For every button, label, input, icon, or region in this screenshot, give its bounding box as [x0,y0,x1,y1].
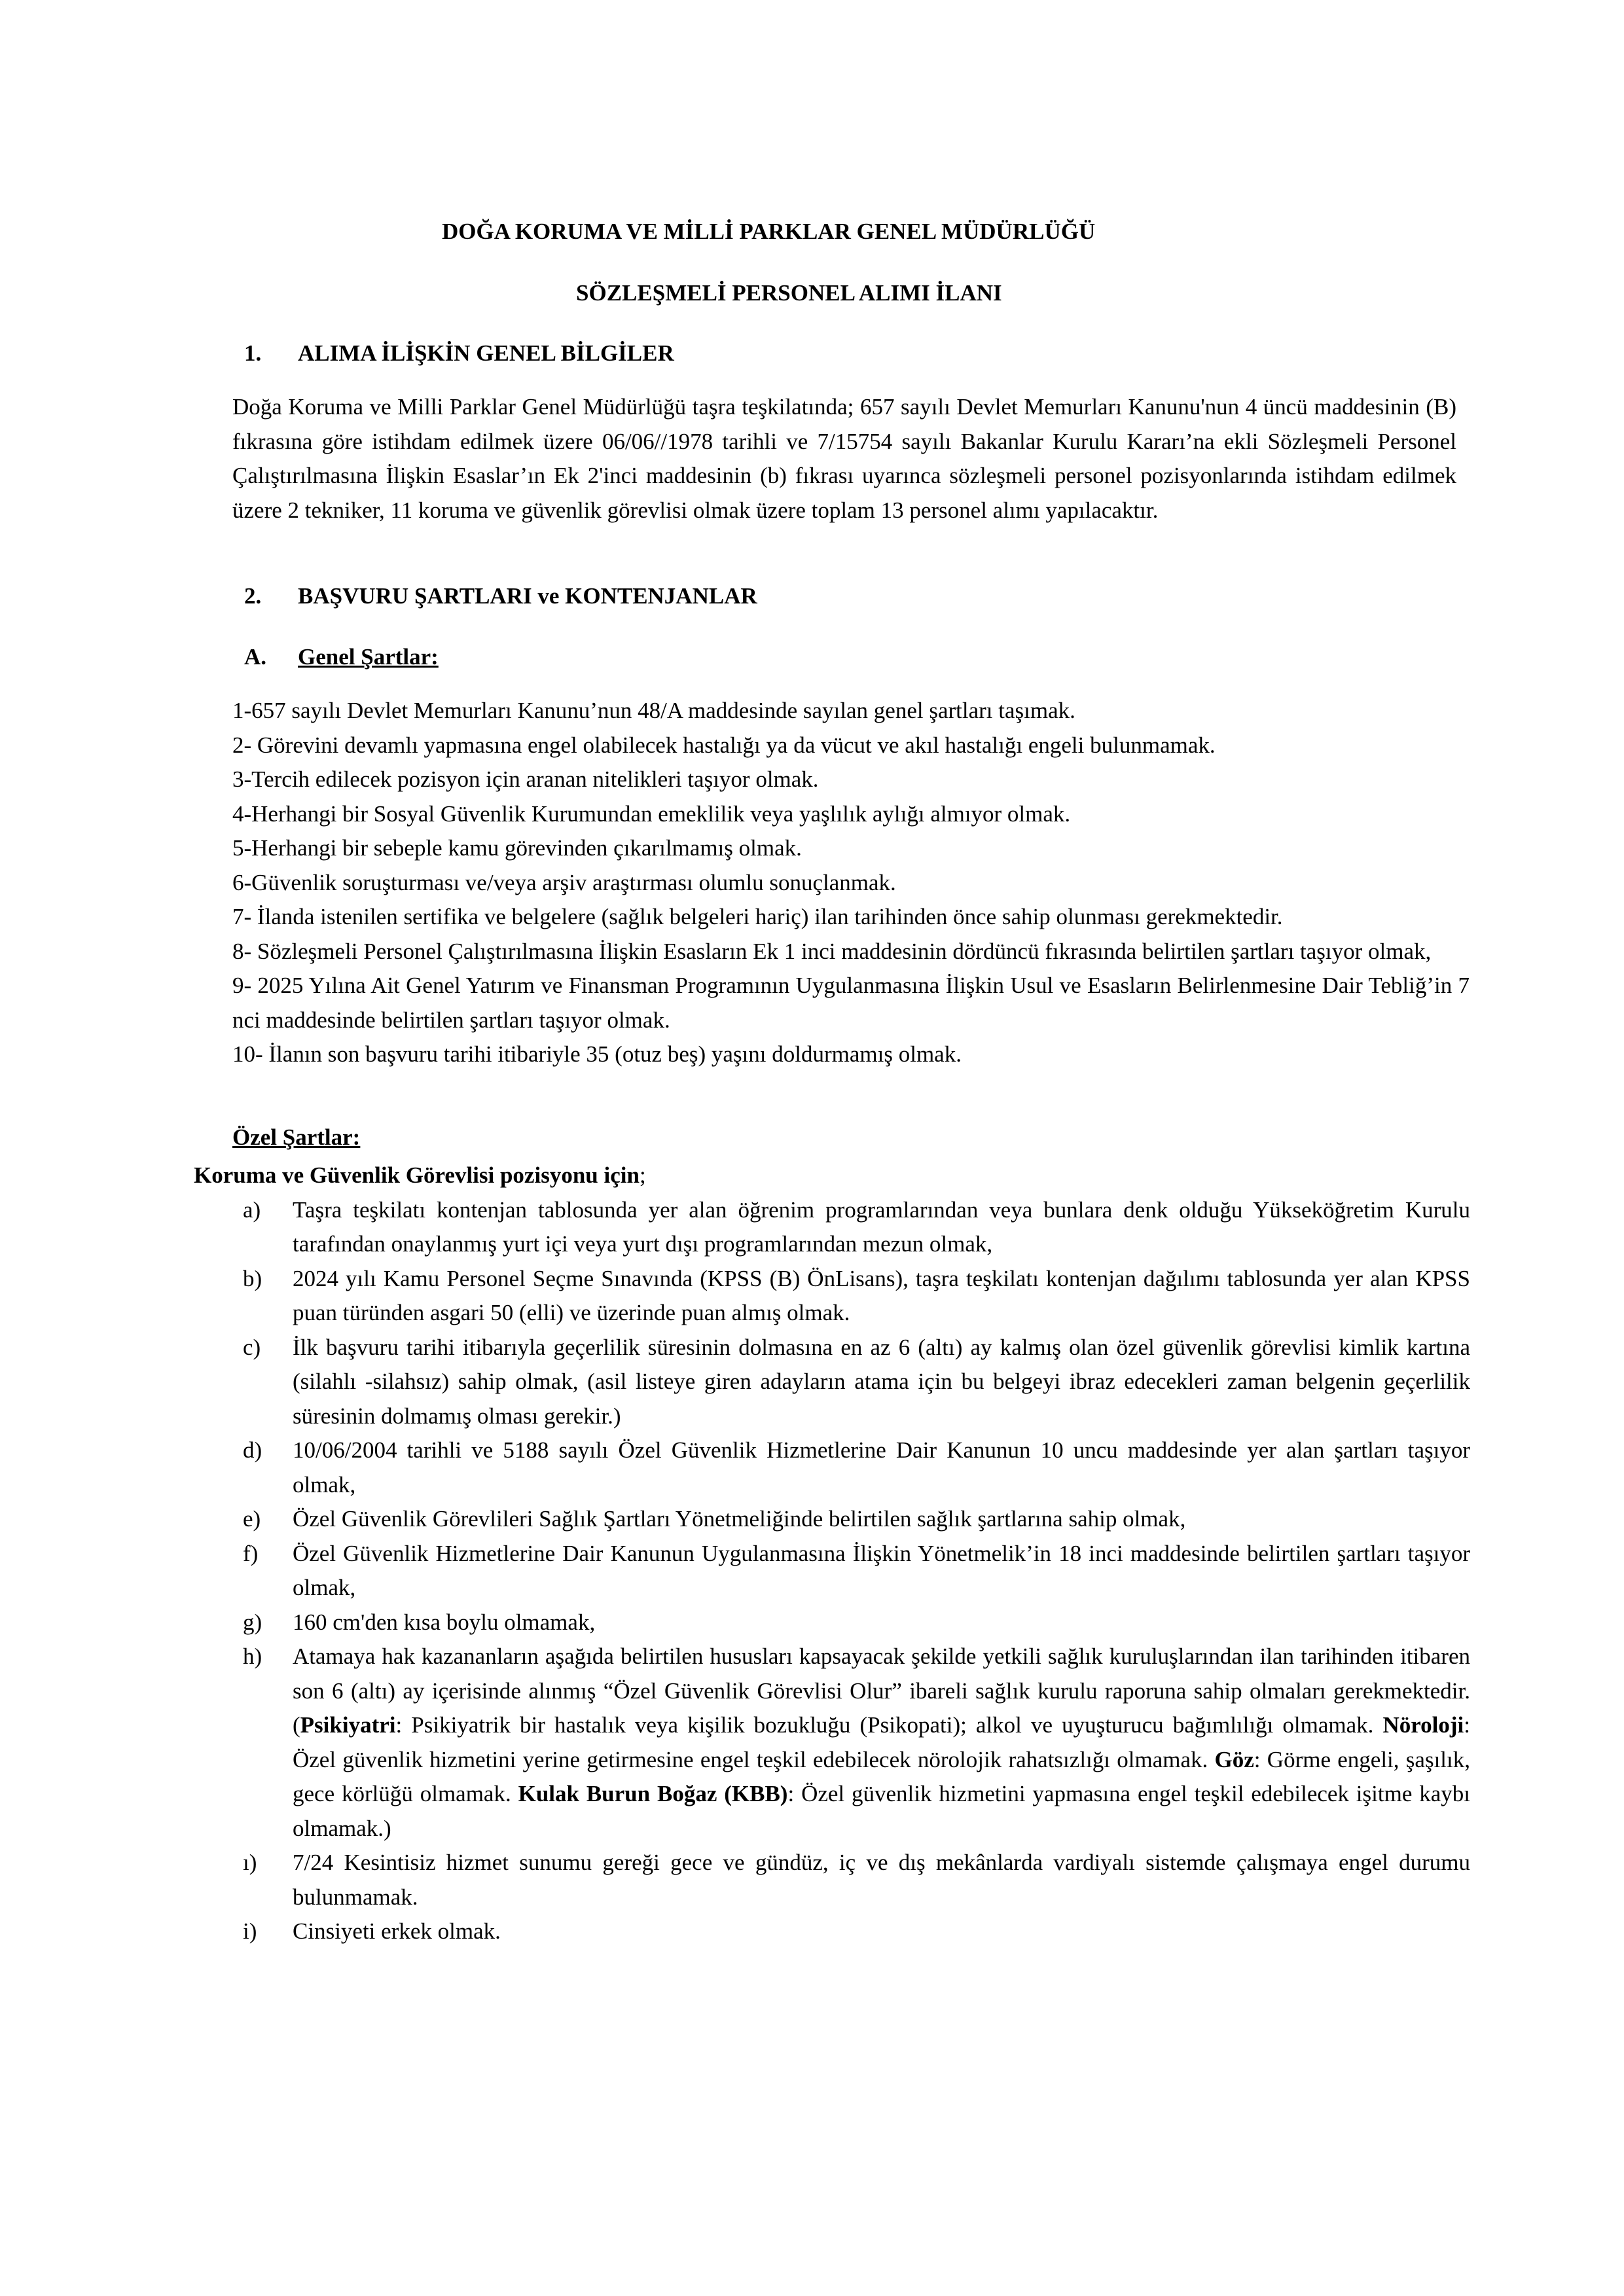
neurology-label: Nöroloji [1382,1712,1464,1738]
special-condition-item [194,1537,1470,1605]
position-suffix: ; [639,1162,646,1188]
psychiatry-text: : Psikiyatrik bir hastalık veya kişilik bozukluğu (Psikopati); alkol ve uyuşturucu bağımlılığı olmamak. [395,1712,1383,1738]
item-label: a) [243,1196,261,1223]
general-condition-item: 5-Herhangi bir sebeple kamu görevinden çıkarılmamış olmak. [232,835,802,861]
special-conditions-heading [232,1124,360,1151]
item-label: e) [243,1506,261,1532]
eye-label: Göz [1214,1746,1254,1772]
item-text: Taşra teşkilatı kontenjan tablosunda yer alan öğrenim programlarından veya bunlara denk olduğu Yükseköğretim Kurulu tarafından onaylanmış yurt içi veya yurt dışı programlarından mezun olmak, [293,1196,1470,1257]
position-title: Koruma ve Güvenlik Görevlisi pozisyonu için [194,1162,640,1188]
general-condition-item: 2- Görevini devamlı yapmasına engel olabilecek hastalığı ya da vücut ve akıl hastalığı engeli bulunmamak. [232,732,1216,758]
special-condition-item [194,1262,1470,1331]
section-2-title: BAŞVURU ŞARTLARI ve KONTENJANLAR [298,583,757,609]
item-label: b) [243,1265,262,1291]
eye-text: : Görme engeli, şaşılık, gece körlüğü olmamak. [293,1746,1470,1806]
general-condition-item: 10- İlanın son başvuru tarihi itibariyle 35 (otuz beş) yaşını doldurmamış olmak. [232,1041,962,1067]
item-text: 2024 yılı Kamu Personel Seçme Sınavında (KPSS (B) ÖnLisans), taşra teşkilatı kontenjan dağılımı tablosunda yer alan KPSS puan türünden asgari 50 (elli) ve üzerinde puan almış olmak. [293,1265,1470,1325]
special-conditions-block [194,1158,1470,1949]
item-label: h) [243,1643,262,1669]
item-text: Atamaya hak kazananların aşağıda belirtilen hususları kapsayacak şekilde yetkili sağlık kuruluşlarından ilan tarihinden itibaren son 6 (altı) ay içerisinde alınmış “Özel Güvenlik Görevlisi Olur” ibareli sağlık kurulu raporuna sahip olmaları gerekmektedir. ( [293,1643,1470,1738]
item-text: 7/24 Kesintisiz hizmet sunumu gereği gece ve gündüz, iç ve dış mekânlarda vardiyalı sistemde çalışmaya engel durumu bulunmamak. [293,1850,1470,1910]
special-condition-item [194,1846,1470,1914]
item-text: İlk başvuru tarihi itibarıyla geçerlilik süresinin dolmasına en az 6 (altı) ay kalmış olan özel güvenlik görevlisi kimlik kartına (silahlı -silahsız) sahip olmak, (asil listeye giren adayların atama için bu belgeyi ibraz edecekleri zaman belgenin geçerlilik süresinin dolmamış olması gerekir.) [293,1334,1470,1429]
item-label: c) [243,1334,261,1360]
special-condition-item-health [194,1640,1470,1846]
general-conditions-letter: A. [244,644,267,670]
document-subtitle: SÖZLEŞMELİ PERSONEL ALIMI İLANI [576,280,1002,306]
section-2-number: 2. [244,583,262,609]
general-condition-item: 8- Sözleşmeli Personel Çalıştırılmasına İlişkin Esasların Ek 1 inci maddesinin dördüncü fıkrasında belirtilen şartları taşıyor olmak, [232,938,1432,964]
item-text: Cinsiyeti erkek olmak. [293,1918,501,1944]
document-title: DOĞA KORUMA VE MİLLİ PARKLAR GENEL MÜDÜRLÜĞÜ [442,219,1096,244]
general-condition-item: 7- İlanda istenilen sertifika ve belgelere (sağlık belgeleri hariç) ilan tarihinden önce sahip olunması gerekmektedir. [232,904,1283,929]
item-label: f) [243,1540,259,1566]
special-conditions-title: Özel Şartlar: [232,1124,361,1150]
section-1-paragraph: Doğa Koruma ve Milli Parklar Genel Müdürlüğü taşra teşkilatında; 657 sayılı Devlet Memurları Kanunu'nun 4 üncü maddesinin (B) fıkrasına göre istihdam edilmek üzere 06/06//1978 tarihli ve 7/15754 sayılı Bakanlar Kurulu Kararı’na ekli Sözleşmeli Personel Çalıştırılmasına İlişkin Esaslar’ın Ek 2'inci maddesinin (b) fıkrası uyarınca sözleşmeli personel pozisyonlarında istihdam edilmek üzere 2 tekniker, 11 koruma ve güvenlik görevlisi olmak üzere toplam 13 personel alımı yapılacaktır. [232,394,1456,523]
general-condition-item: 9- 2025 Yılına Ait Genel Yatırım ve Finansman Programının Uygulanmasına İlişkin Usul ve Esasların Belirlenmesine Dair Tebliğ’in 7 nci maddesinde belirtilen şartları taşıyor olmak. [232,973,1470,1033]
position-heading [194,1158,1470,1193]
general-conditions-list [232,694,1470,1072]
general-condition-item: 3-Tercih edilecek pozisyon için aranan nitelikleri taşıyor olmak. [232,766,819,792]
general-conditions-heading [244,644,439,670]
special-condition-item [194,1502,1470,1537]
general-condition-item: 1-657 sayılı Devlet Memurları Kanunu’nun 48/A maddesinde sayılan genel şartları taşımak. [232,698,1075,723]
section-1-title: ALIMA İLİŞKİN GENEL BİLGİLER [298,340,674,366]
general-condition-item: 4-Herhangi bir Sosyal Güvenlik Kurumundan emeklilik veya yaşlılık aylığı almıyor olmak. [232,800,1071,827]
item-text: Özel Güvenlik Hizmetlerine Dair Kanunun Uygulanmasına İlişkin Yönetmelik’in 18 inci maddesinde belirtilen şartları taşıyor olmak, [293,1540,1470,1600]
item-text: 160 cm'den kısa boylu olmamak, [293,1609,596,1635]
general-conditions-title: Genel Şartlar: [298,644,439,670]
section-1-number: 1. [244,340,262,366]
ent-label: Kulak Burun Boğaz (KBB) [518,1781,788,1806]
psychiatry-label: Psikiyatri [300,1712,396,1738]
special-condition-item [194,1193,1470,1262]
item-label: d) [243,1437,262,1463]
section-1-heading [244,340,674,367]
section-2-heading [244,583,757,609]
item-text: 10/06/2004 tarihli ve 5188 sayılı Özel Güvenlik Hizmetlerine Dair Kanunun 10 uncu maddesinde yer alan şartları taşıyor olmak, [293,1437,1470,1498]
neurology-text: : Özel güvenlik hizmetini yerine getirmesine engel teşkil edebilecek nörolojik rahatsızlığı olmamak. [293,1712,1470,1772]
item-label: i) [243,1918,257,1944]
special-condition-item [194,1433,1470,1502]
special-condition-item [194,1914,1470,1949]
special-condition-item [194,1331,1470,1434]
special-condition-item [194,1605,1470,1640]
general-condition-item: 6-Güvenlik soruşturması ve/veya arşiv araştırması olumlu sonuçlanmak. [232,869,896,895]
item-label: g) [243,1609,262,1635]
item-label: ı) [243,1850,257,1875]
item-text: Özel Güvenlik Görevlileri Sağlık Şartları Yönetmeliğinde belirtilen sağlık şartlarına sahip olmak, [293,1506,1186,1532]
ent-text: : Özel güvenlik hizmetini yapmasına engel teşkil edebilecek işitme kaybı olmamak.) [293,1781,1470,1841]
